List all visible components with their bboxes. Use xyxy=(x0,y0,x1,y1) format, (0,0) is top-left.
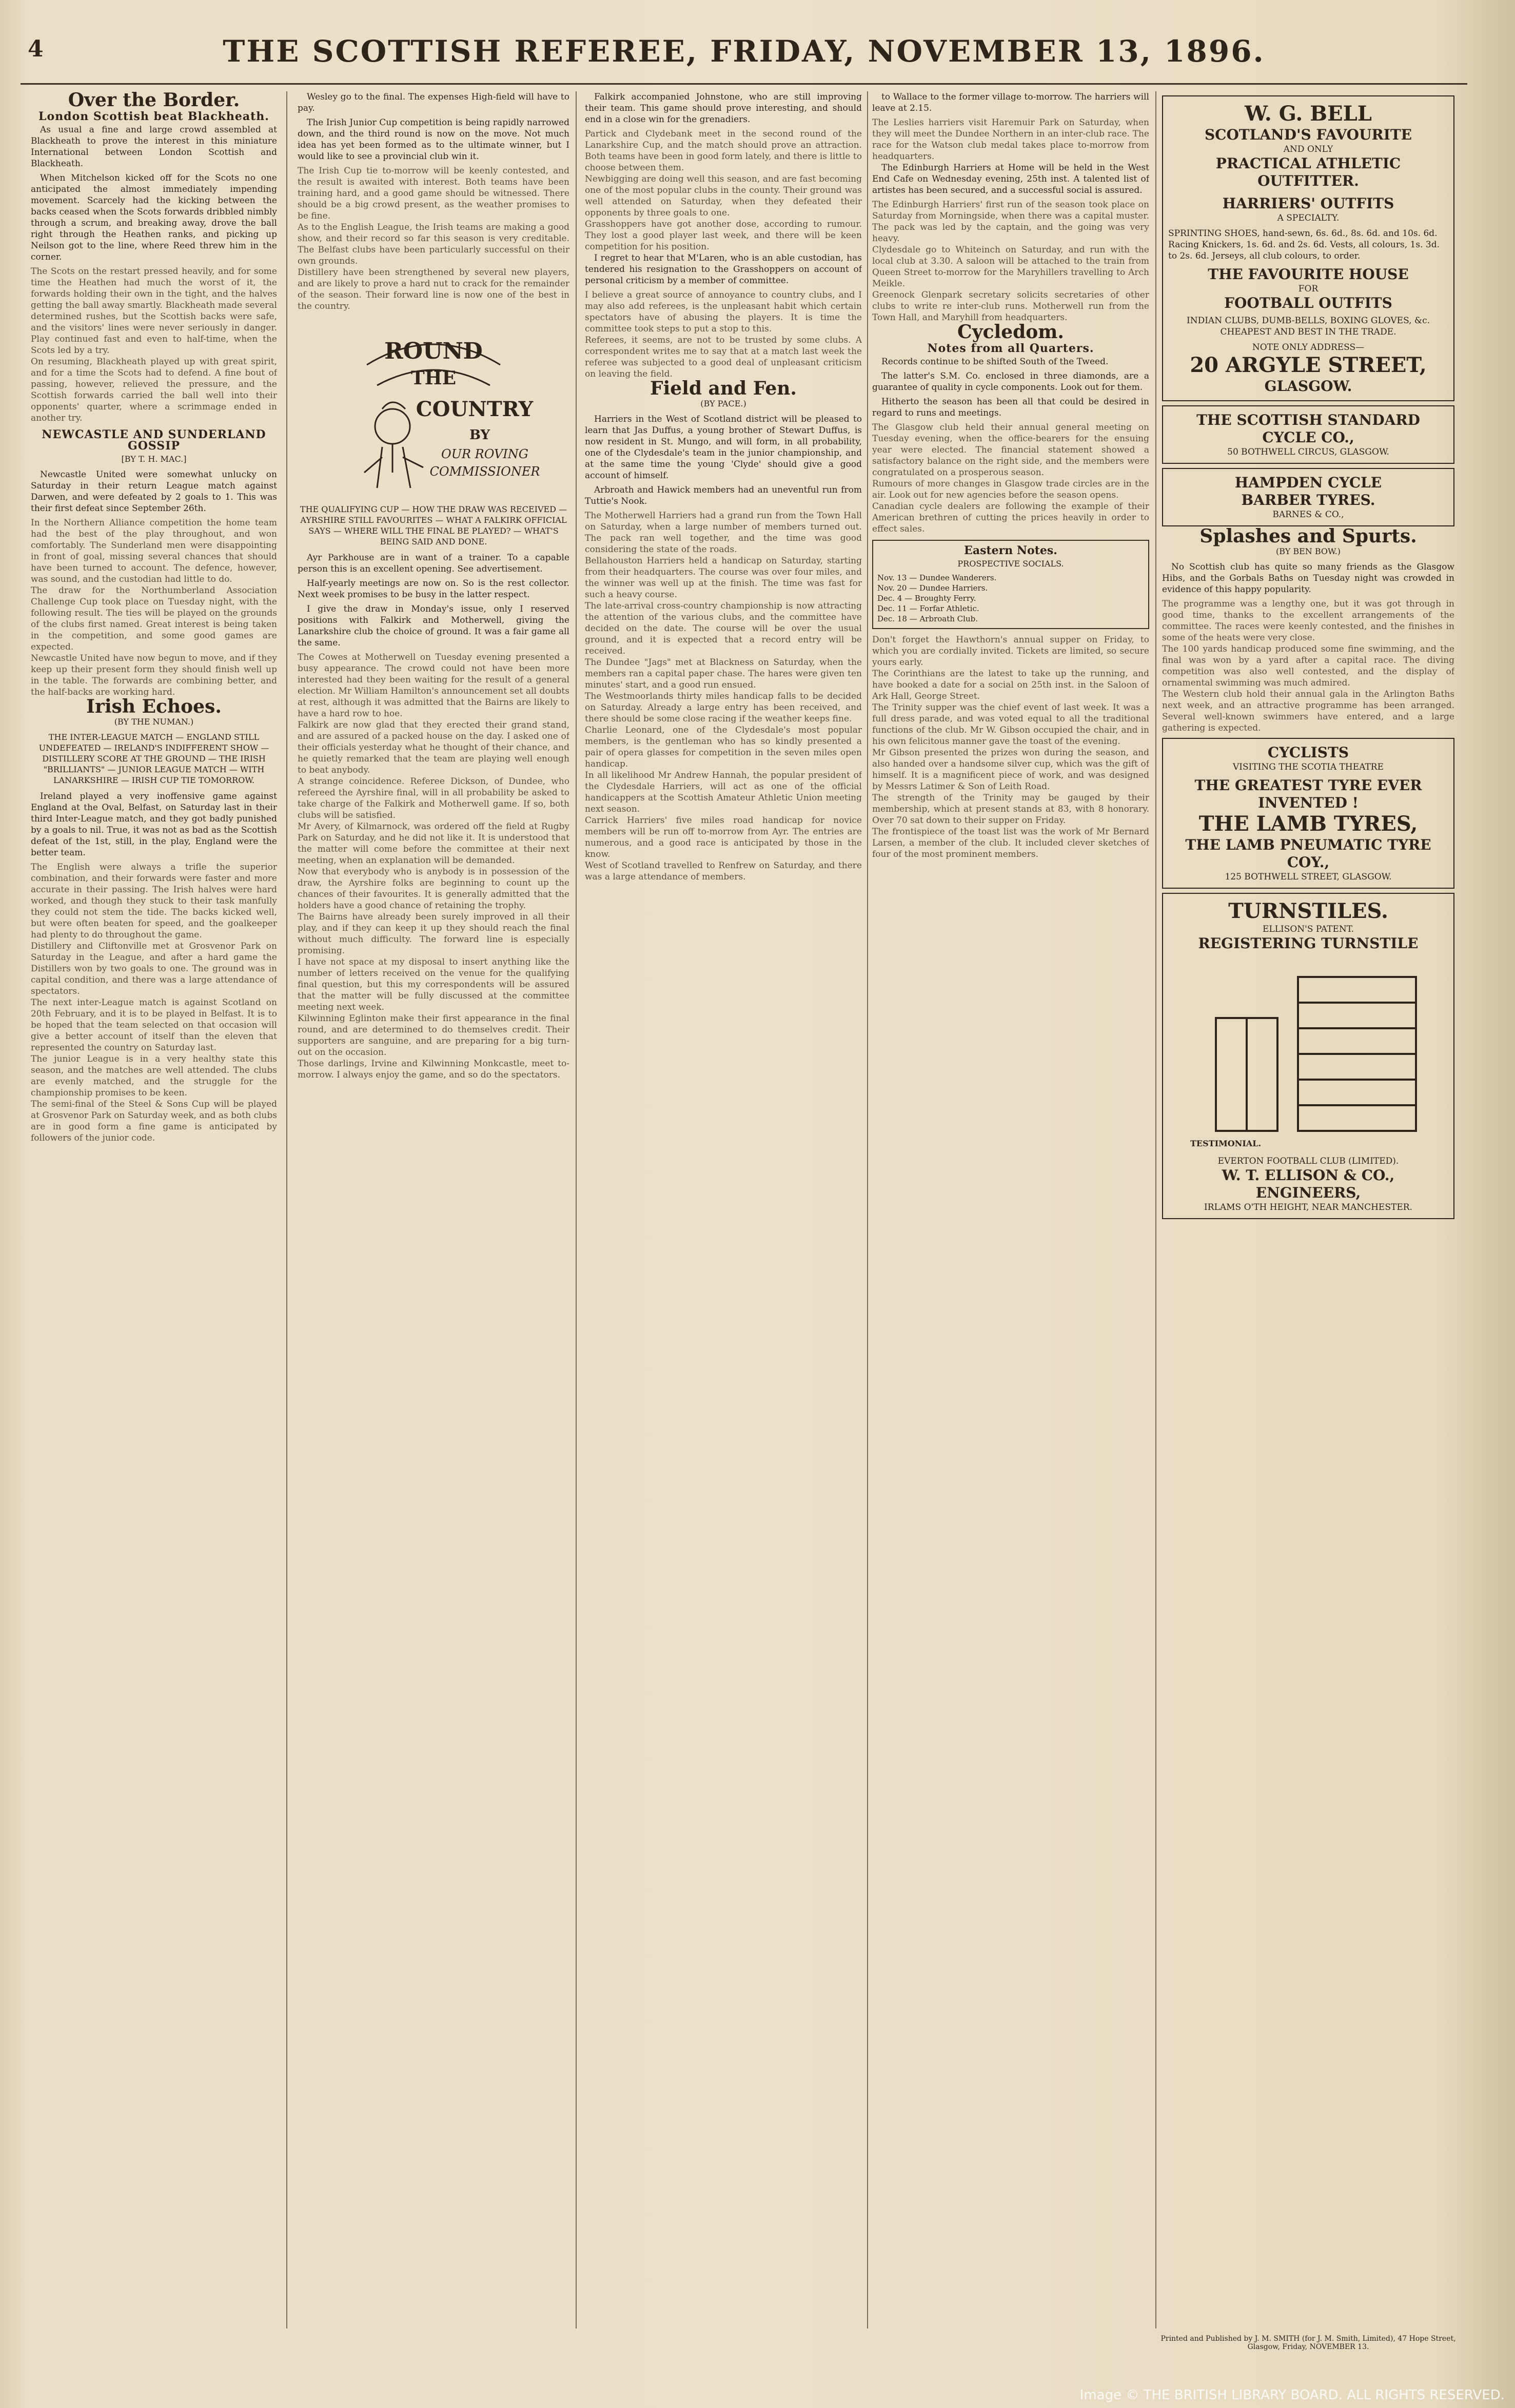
eastern-notes-sub: PROSPECTIVE SOCIALS. xyxy=(957,559,1064,569)
article-paragraph: Newcastle United were somewhat unlucky on Saturday in their return League match against Darwen, and were defeated by 2 goals to 1. This was their first defeat since September 26th. xyxy=(31,469,277,514)
article-paragraph: Harriers in the West of Scotland district will be pleased to learn that Jas Duffus, a young brother of Stewart Duffus, is now resident in St. Mungo, and will form, in all probability, one of the Clydesdale's team in the junior championship, and at the same time the young 'Clyde' should give a good account of himself. xyxy=(585,414,862,481)
article-paragraph: I give the draw in Monday's issue, only I reserved positions with Falkirk and Motherwell, giving the Lanarkshire club the choice of ground. It was a fair game all the same. xyxy=(298,604,569,648)
ad-line: IRLAMS O'TH HEIGHT, NEAR MANCHESTER. xyxy=(1204,1202,1412,1212)
svg-text:OUR ROVING: OUR ROVING xyxy=(441,447,528,461)
article-paragraph: Wesley go to the final. The expenses High-field will have to pay. xyxy=(298,92,569,113)
turnstile-illustration xyxy=(1168,956,1448,1151)
svg-text:ROUND: ROUND xyxy=(384,338,483,364)
ad-line: CHEAPEST AND BEST IN THE TRADE. xyxy=(1220,327,1396,337)
ad-line: FOOTBALL OUTFITS xyxy=(1224,295,1392,311)
ad-heading: CYCLISTS xyxy=(1267,744,1349,761)
ad-line: 125 BOTHWELL STREET, GLASGOW. xyxy=(1225,872,1392,882)
ad-w-g-bell: W. G. BELL SCOTLAND'S FAVOURITE AND ONLY PRACTICAL ATHLETIC OUTFITTER. HARRIERS' OUTFITS A SPECIALTY. SPRINTING SHOES, hand-sewn, 6s. 6d., 8s. 6d. and 10s. 6d. Racing Knickers, 1s. 6d. and 2s. 6d. Vests, all colours, 1s. 3d. to 2s. 6d. Jerseys, all club colours, to order. THE FAVOURITE HOUSE FOR FOOTBALL OUTFITS INDIAN CLUBS, DUMB-BELLS, BOXING GLOVES, &c. CHEAPEST AND BEST IN THE TRADE. NOTE ONLY ADDRESS— 20 ARGYLE STREET, GLASGOW. xyxy=(1162,95,1454,401)
round-the-country-illustration xyxy=(298,316,569,501)
ad-line: THE FAVOURITE HOUSE xyxy=(1208,266,1409,283)
ad-line: BARNES & CO., xyxy=(1272,510,1344,520)
ad-turnstiles xyxy=(1162,893,1454,1219)
ad-line: SCOTLAND'S FAVOURITE xyxy=(1204,126,1412,143)
ad-line: REGISTERING TURNSTILE xyxy=(1198,935,1419,952)
ad-heading: W. G. BELL xyxy=(1245,102,1372,126)
ad-line: OUTFITTER. xyxy=(1257,172,1359,189)
column-rule xyxy=(286,91,287,2328)
svg-text:BY: BY xyxy=(469,427,490,443)
ad-line: BARBER TYRES. xyxy=(1241,492,1375,508)
article-paragraph: The Edinburgh Harriers at Home will be held in the West End Cafe on Wednesday evening, 25th inst. A talented list of artistes has been secured, and a successful social is assured. xyxy=(872,163,1149,195)
svg-text:COUNTRY: COUNTRY xyxy=(416,397,534,421)
section-title-field-and-fen: Field and Fen. xyxy=(650,378,797,399)
ad-line: CYCLE CO., xyxy=(1262,429,1354,446)
masthead-title: THE SCOTTISH REFEREE, FRIDAY, NOVEMBER 13, 1896. xyxy=(223,34,1265,69)
eastern-notes-list: Nov. 13 — Dundee Wanderers. Nov. 20 — Dundee Harriers. Dec. 4 — Broughty Ferry. Dec. 11 — Forfar Athletic. Dec. 18 — Arbroath Club. xyxy=(877,573,997,623)
column-4: to Wallace to the former village to-morrow. The harriers will leave at 2.15. The Leslies harriers visit Haremuir Park on Saturday, when they will meet the Dundee Northern in an inter-club race. The race for the Watson club medal takes place to-morrow from headquarters. The Edinburgh Harriers at Home will be held in the West End Cafe on Wednesday evening, 25th inst. A talented list of artistes has been secured, and a successful social is assured. The Edinburgh Harriers' first run of the season took place on Saturday from Morningside, when there was a capital muster. The pack was led by the captain, and the going was very heavy. Clydesdale go to Whiteinch on Saturday, and run with the local club at 3.30. A saloon will be attached to the train from Queen Street to-morrow for the Maryhillers travelling to Arch Meikle. Greenock Glenpark secretary solicits secretaries of other clubs to write re inter-club runs. Motherwell run from the Town Hall, and Maryhill from headquarters. Cycledom. Notes from all Quarters. Records continue to be shifted South of the Tweed. The latter's S.M. Co. enclosed in three diamonds, are a guarantee of quality in cycle components. Look out for them. Hitherto the season has been all that could be desired in regard to runs and meetings. The Glasgow club held their annual general meeting on Tuesday evening, when the office-bearers for the ensuing year were elected. The financial statement showed a satisfactory balance on the right side, and the members were congratulated on a prosperous season. Rumours of more changes in Glasgow trade circles are in the air. Look out for new agencies before the season opens. Canadian cycle dealers are following the example of their American brethren of cutting the prices heavily in order to effect sales. Eastern Notes. PROSPECTIVE SOCIALS. Nov. 13 — Dundee Wanderers. Nov. 20 — Dundee Harriers. Dec. 4 — Broughty Ferry. Dec. 11 — Forfar Athletic. Dec. 18 — Arbroath Club. Don't forget the Hawthorn's annual supper on Friday, to which you are cordially invited. Tickets are limited, so secure yours early. The Corinthians are the latest to take up the running, and have booked a date for a social on 25th inst. in the Saloon of Ark Hall, George Street. The Trinity supper was the chief event of last week. It was a full dress parade, and was voted equal to all the traditional functions of the club. Mr W. Gibson occupied the chair, and in his own felicitous manner gave the toast of the evening. Mr Gibson presented the prizes won during the season, and also handed over a handsome silver cup, which was the gift of himself. It is a magnificent piece of work, and was designed by Messrs Latimer & Son of Leith Road. The strength of the Trinity may be gauged by their membership, which at present stands at 83, with 8 honorary. Over 70 sat down to their supper on Friday. The frontispiece of the toast list was the work of Mr Bernard Larsen, a member of the club. It included clever sketches of four of the most prominent members. xyxy=(872,92,1149,859)
ad-line: THE LAMB PNEUMATIC TYRE COY., xyxy=(1185,836,1431,871)
section-byline: (BY BEN BOW.) xyxy=(1275,546,1341,556)
page-number: 4 xyxy=(28,36,44,62)
eastern-notes-title: Eastern Notes. xyxy=(964,544,1057,557)
ad-line: GLASGOW. xyxy=(1264,378,1352,395)
masthead-bar xyxy=(21,22,1467,85)
article-paragraph: Hitherto the season has been all that could be desired in regard to runs and meetings. xyxy=(872,397,1149,418)
column-3: Falkirk accompanied Johnstone, who are still improving their team. This game should prove interesting, and should end in a close win for the grenadiers. Partick and Clydebank meet in the second round of the Lanarkshire Cup, and the match should prove an attraction. Both teams have been in good form lately, and there is little to choose between them. Newbigging are doing well this season, and are fast becoming one of the most popular clubs in the county. Their ground was well attended on Saturday, when they defeated their opponents by three goals to one. Grasshoppers have got another dose, according to rumour. They lost a good player last week, and there will be keen competition for his position. I regret to hear that M'Laren, who is an able custodian, has tendered his resignation to the Grasshoppers on account of personal criticism by a member of committee. I believe a great source of annoyance to country clubs, and I may also add referees, is the unpleasant habit which certain spectators have of abusing the players. It is time the committee took steps to put a stop to this. Referees, it seems, are not to be trusted by some clubs. A correspondent writes me to say that at a match last week the referee was subjected to a good deal of unpleasant criticism on leaving the field. Field and Fen. (BY PACE.) Harriers in the West of Scotland district will be pleased to learn that Jas Duffus, a young brother of Stewart Duffus, is now resident in St. Mungo, and will form, in all probability, one of the Clydesdale's team in the junior championship, and at the same time the young 'Clyde' should give a good account of himself. Arbroath and Hawick members had an uneventful run from Tuttie's Nook. The Motherwell Harriers had a grand run from the Town Hall on Saturday, when a large number of members turned out. The pack ran well together, and the time was good considering the state of the roads. Bellahouston Harriers held a handicap on Saturday, starting from their headquarters. The course was over four miles, and the winner was well up at the finish. The time was fast for such a heavy course. The late-arrival cross-country championship is now attracting the attention of the various clubs, and the committee have decided on the date. The course will be over the usual ground, and it is expected that a record entry will be received. The Dundee "Jags" met at Blackness on Saturday, when the members ran a capital paper chase. The hares were given ten minutes' start, and a good run ensued. The Westmoorlands thirty miles handicap falls to be decided on Saturday. Already a large entry has been received, and there should be some close racing if the weather keeps fine. Charlie Leonard, one of the Clydesdale's most popular members, is the gentleman who has so kindly presented a pair of opera glasses for competition in the seven miles open handicap. In all likelihood Mr Andrew Hannah, the popular president of the Clydesdale Harriers, will act as one of the official handicappers at the Scottish Amateur Athletic Union meeting next season. Carrick Harriers' five miles road handicap for novice members will be run off to-morrow from Ayr. The entries are numerous, and a good race is anticipated by those in the know. West of Scotland travelled to Renfrew on Saturday, and there was a large attendance of members. xyxy=(585,92,862,882)
ad-line: 50 BOTHWELL CIRCUS, GLASGOW. xyxy=(1227,447,1389,457)
ad-address: 20 ARGYLE STREET, xyxy=(1190,353,1427,377)
eastern-notes-box xyxy=(872,540,1149,629)
ad-scottish-standard-cycle xyxy=(1162,405,1454,464)
rover-cartoon-icon xyxy=(305,319,562,498)
article-paragraph: As usual a fine and large crowd assembled at Blackheath to prove the interest in this miniature International between London Scottish and Blackheath. xyxy=(31,125,277,169)
ad-line: A SPECIALTY. xyxy=(1277,213,1340,223)
column-rule xyxy=(576,91,577,2328)
article-paragraph: Falkirk accompanied Johnstone, who are still improving their team. This game should prove interesting, and should end in a close win for the grenadiers. xyxy=(585,92,862,125)
ad-line: THE GREATEST TYRE EVER INVENTED ! xyxy=(1194,777,1422,811)
article-paragraph: Half-yearly meetings are now on. So is the rest collector. Next week promises to be busy in the latter respect. xyxy=(298,578,569,600)
image-credit: Image © THE BRITISH LIBRARY BOARD. ALL RIGHTS RESERVED. xyxy=(1079,2387,1505,2403)
ad-heading: TURNSTILES. xyxy=(1228,899,1388,923)
article-paragraph: Ireland played a very inoffensive game against England at the Oval, Belfast, on Saturday last in their third Inter-League match, and they got badly punished by a goals to nil. True, it was not as bad as the Scottish defeat of the 1st, still, in the play, England were the better team. xyxy=(31,791,277,858)
turnstile-caption-left: TESTIMONIAL. xyxy=(1190,1139,1262,1148)
ad-line: HARRIERS' OUTFITS xyxy=(1222,195,1394,212)
article-paragraph: When Mitchelson kicked off for the Scots no one anticipated the almost immediately impending movement. Scarcely had the kicking between the backs ceased when the Scots forwards dribbled nimbly through a scrum, and breaking away, drove the ball right through the Heathen ranks, and picking up Neilson got to the line, where Reed threw him in the corner. xyxy=(31,173,277,262)
ad-line: THE LAMB TYRES, xyxy=(1198,812,1418,836)
section-title-splashes-and-spurts: Splashes and Spurts. xyxy=(1199,525,1417,547)
ad-line: VISITING THE SCOTIA THEATRE xyxy=(1232,762,1384,772)
feature-deck: THE QUALIFYING CUP — HOW THE DRAW WAS RECEIVED — AYRSHIRE STILL FAVOURITES — WHAT A FALKIRK OFFICIAL SAYS — WHERE WILL THE FINAL BE PLAYED? — WHAT'S BEING SAID AND DONE. xyxy=(300,504,567,546)
article-paragraph: Arbroath and Hawick members had an uneventful run from Tuttie's Nook. xyxy=(585,485,862,506)
section-byline: (BY THE NUMAN.) xyxy=(114,717,194,727)
article-paragraph: I regret to hear that M'Laren, who is an able custodian, has tendered his resignation to the Grasshoppers on account of personal criticism by a member of committee. xyxy=(585,253,862,286)
ad-heading: THE SCOTTISH STANDARD xyxy=(1196,412,1420,428)
ad-line: NOTE ONLY ADDRESS— xyxy=(1252,342,1365,353)
section-subtitle: Notes from all Quarters. xyxy=(927,342,1094,355)
ad-line: AND ONLY xyxy=(1283,144,1333,154)
section-title-irish-echoes: Irish Echoes. xyxy=(86,696,222,717)
column-5: W. G. BELL SCOTLAND'S FAVOURITE AND ONLY PRACTICAL ATHLETIC OUTFITTER. HARRIERS' OUTFITS A SPECIALTY. SPRINTING SHOES, hand-sewn, 6s. 6d., 8s. 6d. and 10s. 6d. Racing Knickers, 1s. 6d. and 2s. 6d. Vests, all colours, 1s. 3d. to 2s. 6d. Jerseys, all club colours, to order. THE FAVOURITE HOUSE FOR FOOTBALL OUTFITS INDIAN CLUBS, DUMB-BELLS, BOXING GLOVES, &c. CHEAPEST AND BEST IN THE TRADE. NOTE ONLY ADDRESS— 20 ARGYLE STREET, GLASGOW. THE SCOTTISH STANDARD CYCLE CO., 50 BOTHWELL CIRCUS, GLASGOW. HAMPDEN CYCLE BARBER TYRES. BARNES & CO., Splashes and Spurts. (BY BEN BOW.) No Scottish club has quite so many friends as the Glasgow Hibs, and the Gorbals Baths on Tuesday night was crowded in evidence of this happy popularity. The programme was a lengthy one, but it was got through in good time, thanks to the excellent arrangements of the committee. The races were keenly contested, and the finishes in some of the heats were very close. The 100 yards handicap produced some fine swimming, and the final was won by a yard after a capital race. The diving competition was also well contested, and the display of ornamental swimming was much admired. The Western club hold their annual gala in the Arlington Baths next week, and an attractive programme has been arranged. Several well-known swimmers have entered, and a large gathering is expected. CYCLISTS VISITING THE SCOTIA THEATRE THE GREATEST TYRE EVER INVENTED ! THE LAMB TYRES, THE LAMB PNEUMATIC TYRE COY., 125 BOTHWELL STREET, GLASGOW. TURNSTILES. ELLISON'S PATENT. REGISTERING TURNSTILE TESTIMONIAL. EVERTON FOOTBALL CLUB (LIMITED). W. T. ELLISON & CO., ENGINEERS, IRLAMS O'TH HEIGHT, NEAR MANCHESTER. xyxy=(1162,91,1454,2328)
column-rule xyxy=(867,91,868,2328)
svg-text:THE: THE xyxy=(410,367,457,389)
article-paragraph: The Irish Junior Cup competition is being rapidly narrowed down, and the third round is now on the move. Not much idea has yet been formed as to the ultimate winner, but I would like to see a provincial club win it. xyxy=(298,118,569,162)
turnstile-icon xyxy=(1175,956,1442,1151)
ad-heading: HAMPDEN CYCLE xyxy=(1234,474,1382,491)
article-byline: [BY T. H. MAC.] xyxy=(121,454,187,464)
section-title-cycledom: Cycledom. xyxy=(957,321,1064,343)
ad-lamb-tyres xyxy=(1162,738,1454,889)
article-paragraph: Records continue to be shifted South of the Tweed. xyxy=(881,357,1109,367)
section-title-over-the-border: Over the Border. xyxy=(68,91,240,111)
column-1: Over the Border. London Scottish beat Blackheath. As usual a fine and large crowd assembled at Blackheath to prove the interest in this miniature International between London Scottish and Blackheath. When Mitchelson kicked off for the Scots no one anticipated the almost immediately impending movement. Scarcely had the kicking between the backs ceased when the Scots forwards dribbled nimbly through a scrum, and breaking away, drove the ball right through the Heathen ranks, and picking up Neilson got to the line, where Reed threw him in the corner. The Scots on the restart pressed heavily, and for some time the Heathen had much the worst of it, the forwards holding their own in the tight, and the halves getting the ball away smartly. Blackheath made several determined rushes, but the Scottish backs were safe, and the visitors' lines were never seriously in danger. Play continued fast and even to half-time, when the Scots led by a try. On resuming, Blackheath played up with great spirit, and for a time the Scots had to defend. A fine bout of passing, however, relieved the pressure, and the Scottish forwards carried the ball well into their opponents' quarter, where a scrimmage ended in another try. NEWCASTLE AND SUNDERLAND GOSSIP [BY T. H. MAC.] Newcastle United were somewhat unlucky on Saturday in their return League match against Darwen, and were defeated by 2 goals to 1. This was their first defeat since September 26th. In the Northern Alliance competition the home team had the best of the play throughout, and won comfortably. The Sunderland men were disappointing in front of goal, missing several chances that should have been turned to account. The defence, however, was sound, and the custodian had little to do. The draw for the Northumberland Association Challenge Cup took place on Tuesday night, with the following result. The ties will be played on the grounds of the clubs first named. Great interest is being taken in the competition, and some good games are expected. Newcastle United have now begun to move, and if they keep up their present form they should finish well up in the table. The forwards are combining better, and the half-backs are working hard. Irish Echoes. (BY THE NUMAN.) THE INTER-LEAGUE MATCH — ENGLAND STILL UNDEFEATED — IRELAND'S INDIFFERENT SHOW — DISTILLERY SCORE AT THE GROUND — THE IRISH "BRILLIANTS" — JUNIOR LEAGUE MATCH — WITH LANARKSHIRE — IRISH CUP TIE TOMORROW. Ireland played a very inoffensive game against England at the Oval, Belfast, on Saturday last in their third Inter-League match, and they got badly punished by a goals to nil. True, it was not as bad as the Scottish defeat of the 1st, still, in the play, England were the better team. The English were always a trifle the superior combination, and their forwards were faster and more accurate in their passing. The Irish halves were hard worked, and though they stuck to their task manfully they could not stem the tide. The backs kicked well, but were often beaten for speed, and the goalkeeper had plenty to do throughout the game. Distillery and Cliftonville met at Grosvenor Park on Saturday in the League, and after a hard game the Distillers won by two goals to one. The ground was in capital condition, and there was a large attendance of spectators. The next inter-League match is against Scotland on 20th February, and it is to be played in Belfast. It is to be hoped that the team selected on that occasion will give a better account of itself than the eleven that represented the country on Saturday last. The junior League is in a very healthy state this season, and the matches are well attended. The clubs are evenly matched, and the struggle for the championship promises to be keen. The semi-final of the Steel & Sons Cup will be played at Grosvenor Park on Saturday week, and as both clubs are in good form a fine game is anticipated by followers of the junior code. xyxy=(31,91,277,1143)
article-paragraph: to Wallace to the former village to-morrow. The harriers will leave at 2.15. xyxy=(872,92,1149,113)
ad-line: W. T. ELLISON & CO., ENGINEERS, xyxy=(1222,1167,1395,1201)
article-title: London Scottish beat Blackheath. xyxy=(38,110,269,123)
article-paragraph: No Scottish club has quite so many friends as the Glasgow Hibs, and the Gorbals Baths on Tuesday night was crowded in evidence of this happy popularity. xyxy=(1162,562,1454,595)
ad-line: INDIAN CLUBS, DUMB-BELLS, BOXING GLOVES, &c. xyxy=(1187,316,1430,326)
article-paragraph: Ayr Parkhouse are in want of a trainer. To a capable person this is an excellent opening. See advertisement. xyxy=(298,553,569,574)
svg-text:COMMISSIONER: COMMISSIONER xyxy=(429,464,540,479)
ad-hampden-cycle xyxy=(1162,468,1454,526)
article-title: NEWCASTLE AND SUNDERLAND GOSSIP xyxy=(42,428,266,453)
section-deck: THE INTER-LEAGUE MATCH — ENGLAND STILL UNDEFEATED — IRELAND'S INDIFFERENT SHOW — DISTILLERY SCORE AT THE GROUND — THE IRISH "BRILLIANTS" — JUNIOR LEAGUE MATCH — WITH LANARKSHIRE — IRISH CUP TIE TOMORROW. xyxy=(38,732,269,785)
article-paragraph: The latter's S.M. Co. enclosed in three diamonds, are a guarantee of quality in cycle components. Look out for them. xyxy=(872,371,1149,393)
column-rule xyxy=(1155,91,1156,2328)
ad-line: FOR xyxy=(1298,284,1319,294)
column-2: Wesley go to the final. The expenses High-field will have to pay. The Irish Junior Cup competition is being rapidly narrowed down, and the third round is now on the move. Not much idea has yet been formed as to the ultimate winner, but I would like to see a provincial club win it. The Irish Cup tie to-morrow will be keenly contested, and the result is awaited with interest. Both teams have been training hard, and a good game should be witnessed. There should be a big crowd present, as the weather promises to be fine. As to the English League, the Irish teams are making a good show, and their record so far this season is very creditable. The Belfast clubs have been particularly successful on their own grounds. Distillery have been strengthened by several new players, and are likely to prove a hard nut to crack for the remainder of the season. Their forward line is now one of the best in the country. ROUND THE COUNTRY BY OUR ROVING COMMISSIONER THE QUALIFYING CUP — HOW THE DRAW WAS RECEIVED — AYRSHIRE STILL FAVOURITES — WHAT A FALKIRK OFFICIAL SAYS — WHERE WILL THE FINAL BE PLAYED? — WHAT'S BEING SAID AND DONE. Ayr Parkhouse are in want of a trainer. To a capable person this is an excellent opening. See advertisement. Half-yearly meetings are now on. So is the rest collector. Next week promises to be busy in the latter respect. I give the draw in Monday's issue, only I reserved positions with Falkirk and Motherwell, giving the Lanarkshire club the choice of ground. It was a fair game all the same. The Cowes at Motherwell on Tuesday evening presented a busy appearance. The crowd could not have been more interested had they been waiting for the result of a general election. Mr William Hamilton's announcement set all doubts at rest, although it was admitted that the Bairns are likely to have a hard row to hoe. Falkirk are now glad that they erected their grand stand, and are assured of a packed house on the day. I asked one of their officials yesterday what he thought of their chance, and he quietly remarked that the team are playing well enough to beat anybody. A strange coincidence. Referee Dickson, of Dundee, who refereed the Ayrshire final, will in all probability be asked to take charge of the Falkirk and Motherwell game. If so, both clubs will be satisfied. Mr Avery, of Kilmarnock, was ordered off the field at Rugby Park on Saturday, and he did not like it. It is understood that the matter will come before the committee at their next meeting, when an explanation will be demanded. Now that everybody who is anybody is in possession of the draw, the Ayrshire folks are beginning to count up the chances of their favourites. It is generally admitted that the holders have a good chance of retaining the trophy. The Bairns have already been surely improved in all their play, and if they can keep it up they should reach the final without much difficulty. The forward line is especially promising. I have not space at my disposal to insert anything like the number of letters received on the venue for the qualifying final question, but this my correspondents will be assured that the matter will be fully discussed at the committee meeting next week. Kilwinning Eglinton make their first appearance in the final round, and are determined to do themselves credit. Their supporters are sanguine, and are preparing for a big turn-out on the occasion. Those darlings, Irvine and Kilwinning Monkcastle, meet to-morrow. I always enjoy the game, and so do the spectators. xyxy=(298,92,569,1080)
ad-line: PRACTICAL ATHLETIC xyxy=(1215,155,1401,172)
imprint-footer: Printed and Published by J. M. SMITH (for J. M. Smith, Limited), 47 Hope Street, Glasgow, Friday, NOVEMBER 13. xyxy=(1160,2335,1456,2351)
ad-line: EVERTON FOOTBALL CLUB (LIMITED). xyxy=(1217,1156,1399,1166)
section-byline: (BY PACE.) xyxy=(700,399,746,408)
ad-line: ELLISON'S PATENT. xyxy=(1263,924,1354,934)
